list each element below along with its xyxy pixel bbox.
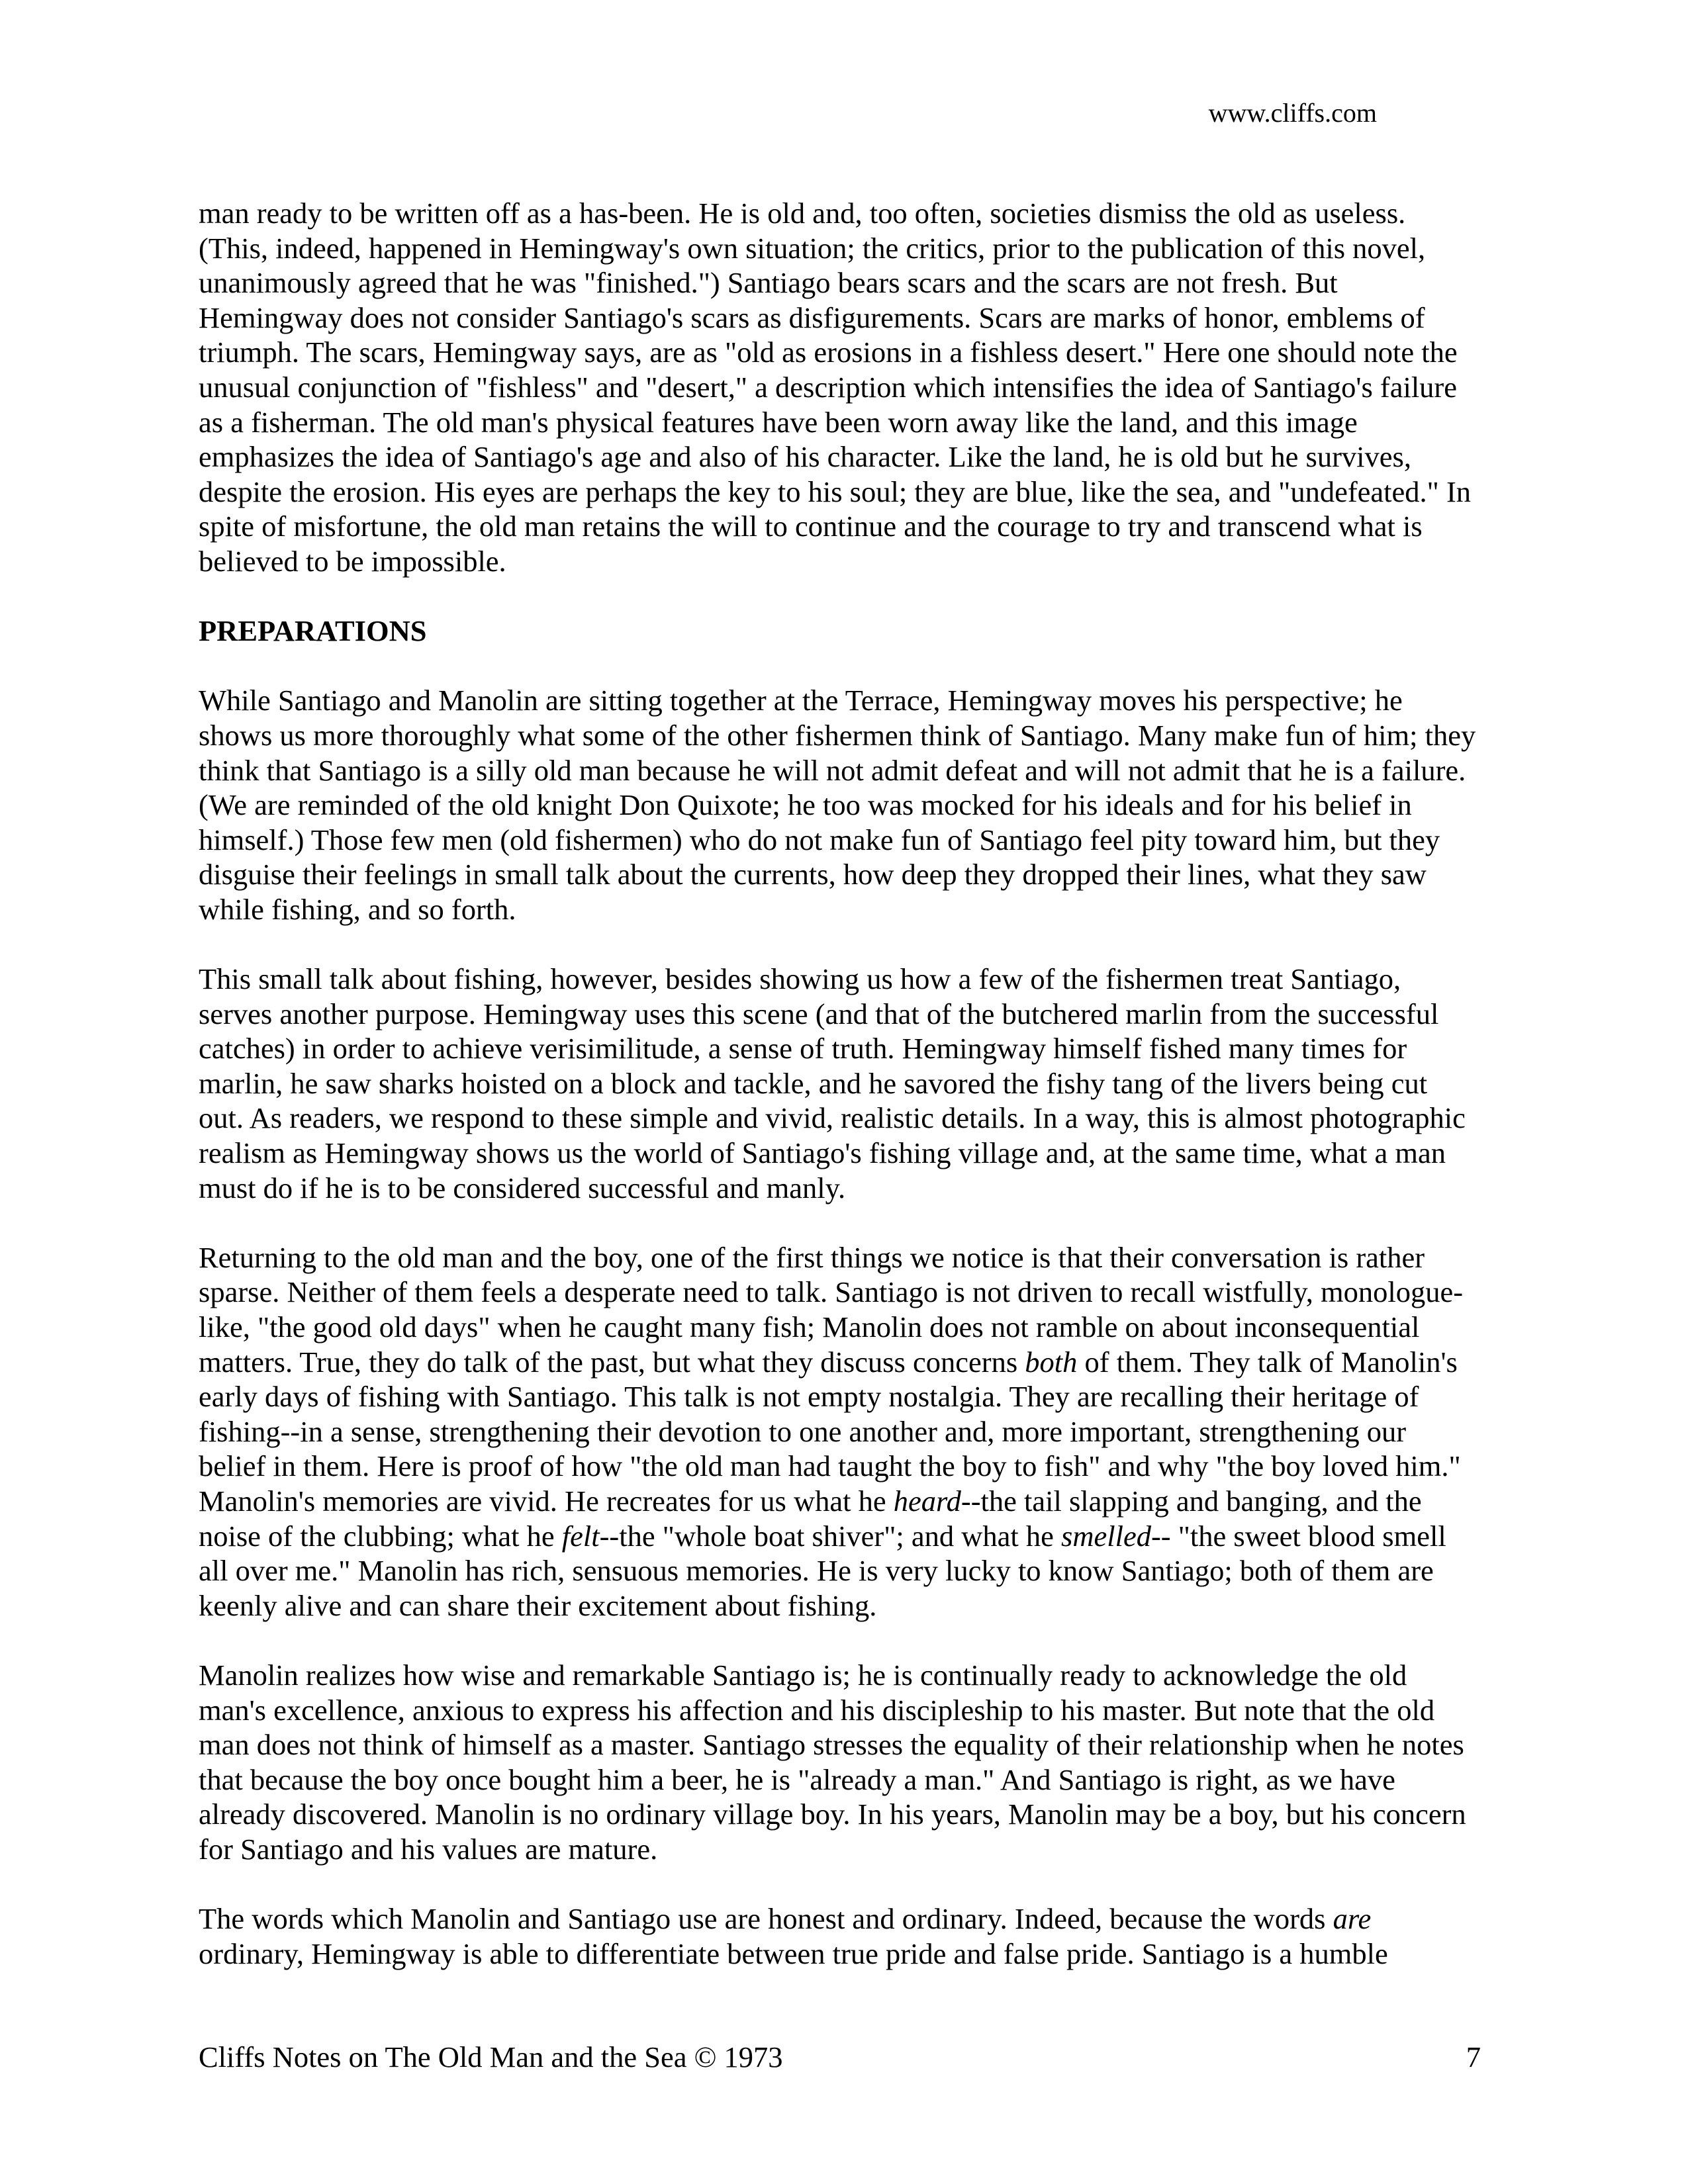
paragraph-6 — [199, 1901, 1476, 1971]
paragraph-2: While Santiago and Manolin are sitting together at the Terrace, Hemingway moves his perspective; he shows us more thoroughly what some of the other fishermen think of Santiago. Many make fun of him; they think that Santiago is a silly old man because he will not admit defeat and will not admit that he is a failure. (We are reminded of the old knight Don Quixote; he too was mocked for his ideals and for his belief in himself.) Those few men (old fishermen) who do not make fun of Santiago feel pity toward him, but they disguise their feelings in small talk about the currents, how deep they dropped their lines, what they saw while fishing, and so forth. — [199, 684, 1476, 926]
text-run: --the tail slapping and banging, and the noise of the clubbing; what he — [199, 1484, 1422, 1553]
page-footer — [199, 2038, 1481, 2075]
footer-title: Cliffs Notes on The Old Man and the Sea © 1973 — [199, 2040, 783, 2073]
emphasis-text: smelled — [1061, 1519, 1151, 1553]
text-run: of them. They talk of Manolin's early days of fishing with Santiago. This talk is not empty nostalgia. They are recalling their heritage of fishing--in a sense, strengthening their devotion to one another and, more important, strengthening our belief in them. Here is proof of how "the old man had taught the boy to fish" and why "the boy loved him." Manolin's memories are vivid. He recreates for us what he — [199, 1345, 1461, 1518]
header-url: www.cliffs.com — [1208, 98, 1377, 128]
paragraph-3: This small talk about fishing, however, besides showing us how a few of the fishermen treat Santiago, serves another purpose. Hemingway uses this scene (and that of the butchered marlin from the successful catches) in order to achieve verisimilitude, a sense of truth. Hemingway himself fished many times for marlin, he saw sharks hoisted on a block and tackle, and he savored the fishy tang of the livers being cut out. As readers, we respond to these simple and vivid, realistic details. In a way, this is almost photographic realism as Hemingway shows us the world of Santiago's fishing village and, at the same time, what a man must do if he is to be considered successful and manly. — [199, 962, 1466, 1205]
text-run: The words which Manolin and Santiago use are honest and ordinary. Indeed, because the words — [199, 1902, 1333, 1936]
text-run: --the "whole boat shiver"; and what he — [599, 1519, 1062, 1553]
body-text — [199, 196, 1476, 2006]
section-heading: PREPARATIONS — [199, 614, 427, 648]
emphasis-text: both — [1025, 1345, 1078, 1379]
emphasis-text: heard — [893, 1484, 961, 1518]
text-run: ordinary, Hemingway is able to differentiate between true pride and false pride. Santiago is a humble — [199, 1936, 1388, 1970]
emphasis-text: are — [1333, 1902, 1372, 1936]
text-run: Returning to the old man and the boy, one of the first things we notice is that their conversation is rather sparse. Neither of them feels a desperate need to talk. Santiago is not driven to recall wistfully, monologue-like, "the good old days" when he caught many fish; Manolin does not ramble on about inconsequential matters. True, they do talk of the past, but what they discuss concerns — [199, 1240, 1464, 1379]
page-number: 7 — [1466, 2040, 1481, 2073]
text-run: -- "the sweet blood smell all over me." Manolin has rich, sensuous memories. He is very lucky to know Santiago; both of them are keenly alive and can share their excitement about fishing. — [199, 1519, 1446, 1622]
emphasis-text: felt — [561, 1519, 600, 1553]
paragraph-5: Manolin realizes how wise and remarkable Santiago is; he is continually ready to acknowledge the old man's excellence, anxious to express his affection and his discipleship to his master. But note that the old man does not think of himself as a master. Santiago stresses the equality of their relationship when he notes that because the boy once bought him a beer, he is "already a man." And Santiago is right, as we have already discovered. Manolin is no ordinary village boy. In his years, Manolin may be a boy, but his concern for Santiago and his values are mature. — [199, 1658, 1466, 1866]
paragraph-4 — [199, 1240, 1476, 1623]
paragraph-1: man ready to be written off as a has-been. He is old and, too often, societies dismiss the old as useless. (This, indeed, happened in Hemingway's own situation; the critics, prior to the publication of this novel, unanimously agreed that he was "finished.") Santiago bears scars and the scars are not fresh. But Hemingway does not consider Santiago's scars as disfigurements. Scars are marks of honor, emblems of triumph. The scars, Hemingway says, are as "old as erosions in a fishless desert." Here one should note the unusual conjunction of "fishless" and "desert," a description which intensifies the idea of Santiago's failure as a fisherman. The old man's physical features have been worn away like the land, and this image emphasizes the idea of Santiago's age and also of his character. Like the land, he is old but he survives, despite the erosion. His eyes are perhaps the key to his soul; they are blue, like the sea, and "undefeated." In spite of misfortune, the old man retains the will to continue and the courage to try and transcend what is believed to be impossible. — [199, 197, 1472, 578]
